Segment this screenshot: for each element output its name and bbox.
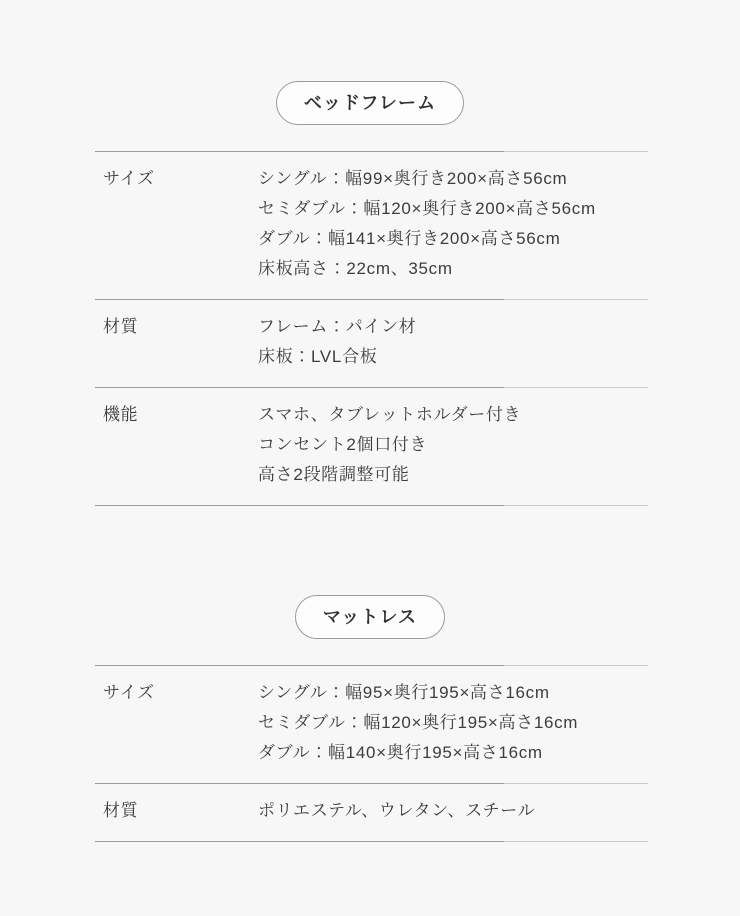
spec-table	[95, 151, 648, 506]
row-value	[258, 796, 648, 826]
spec-section	[0, 595, 740, 842]
divider-line	[95, 841, 648, 842]
value-line: ダブル：幅140×奥行195×高さ16cm	[258, 743, 543, 762]
value-line: ポリエステル、ウレタン、スチール	[258, 801, 536, 820]
divider-line	[95, 505, 648, 506]
row-label: 材質	[103, 801, 139, 820]
value-line: 床板：LVL合板	[258, 347, 378, 366]
value-line: セミダブル：幅120×奥行き200×高さ56cm	[258, 199, 596, 218]
section-title: ベッドフレーム	[303, 93, 437, 113]
value-line: 床板高さ：22cm、35cm	[258, 259, 453, 278]
value-line: シングル：幅95×奥行195×高さ16cm	[258, 683, 550, 702]
row-label: 機能	[103, 405, 139, 424]
value-line: スマホ、タブレットホルダー付き	[258, 405, 522, 424]
spec-section	[0, 81, 740, 506]
value-line: コンセント2個口付き	[258, 435, 428, 454]
value-line: ダブル：幅141×奥行き200×高さ56cm	[258, 229, 561, 248]
row-label: 材質	[103, 317, 139, 336]
row-value	[258, 312, 648, 372]
section-badge-wrap	[0, 81, 740, 125]
section-title: マットレス	[322, 607, 418, 627]
table-row	[95, 666, 648, 783]
section-badge	[295, 595, 445, 639]
value-line: フレーム：パイン材	[258, 317, 417, 336]
table-row	[95, 152, 648, 299]
table-row	[95, 300, 648, 387]
value-line: 高さ2段階調整可能	[258, 465, 410, 484]
spec-table	[95, 665, 648, 842]
value-line: セミダブル：幅120×奥行195×高さ16cm	[258, 713, 579, 732]
spec-sections	[0, 81, 740, 842]
section-badge-wrap	[0, 595, 740, 639]
row-label: サイズ	[103, 683, 155, 702]
row-value	[258, 400, 648, 490]
table-row	[95, 388, 648, 505]
section-badge	[276, 81, 464, 125]
row-value	[258, 678, 648, 768]
row-value	[258, 164, 648, 284]
table-row	[95, 784, 648, 841]
value-line: シングル：幅99×奥行き200×高さ56cm	[258, 169, 568, 188]
row-label: サイズ	[103, 169, 155, 188]
